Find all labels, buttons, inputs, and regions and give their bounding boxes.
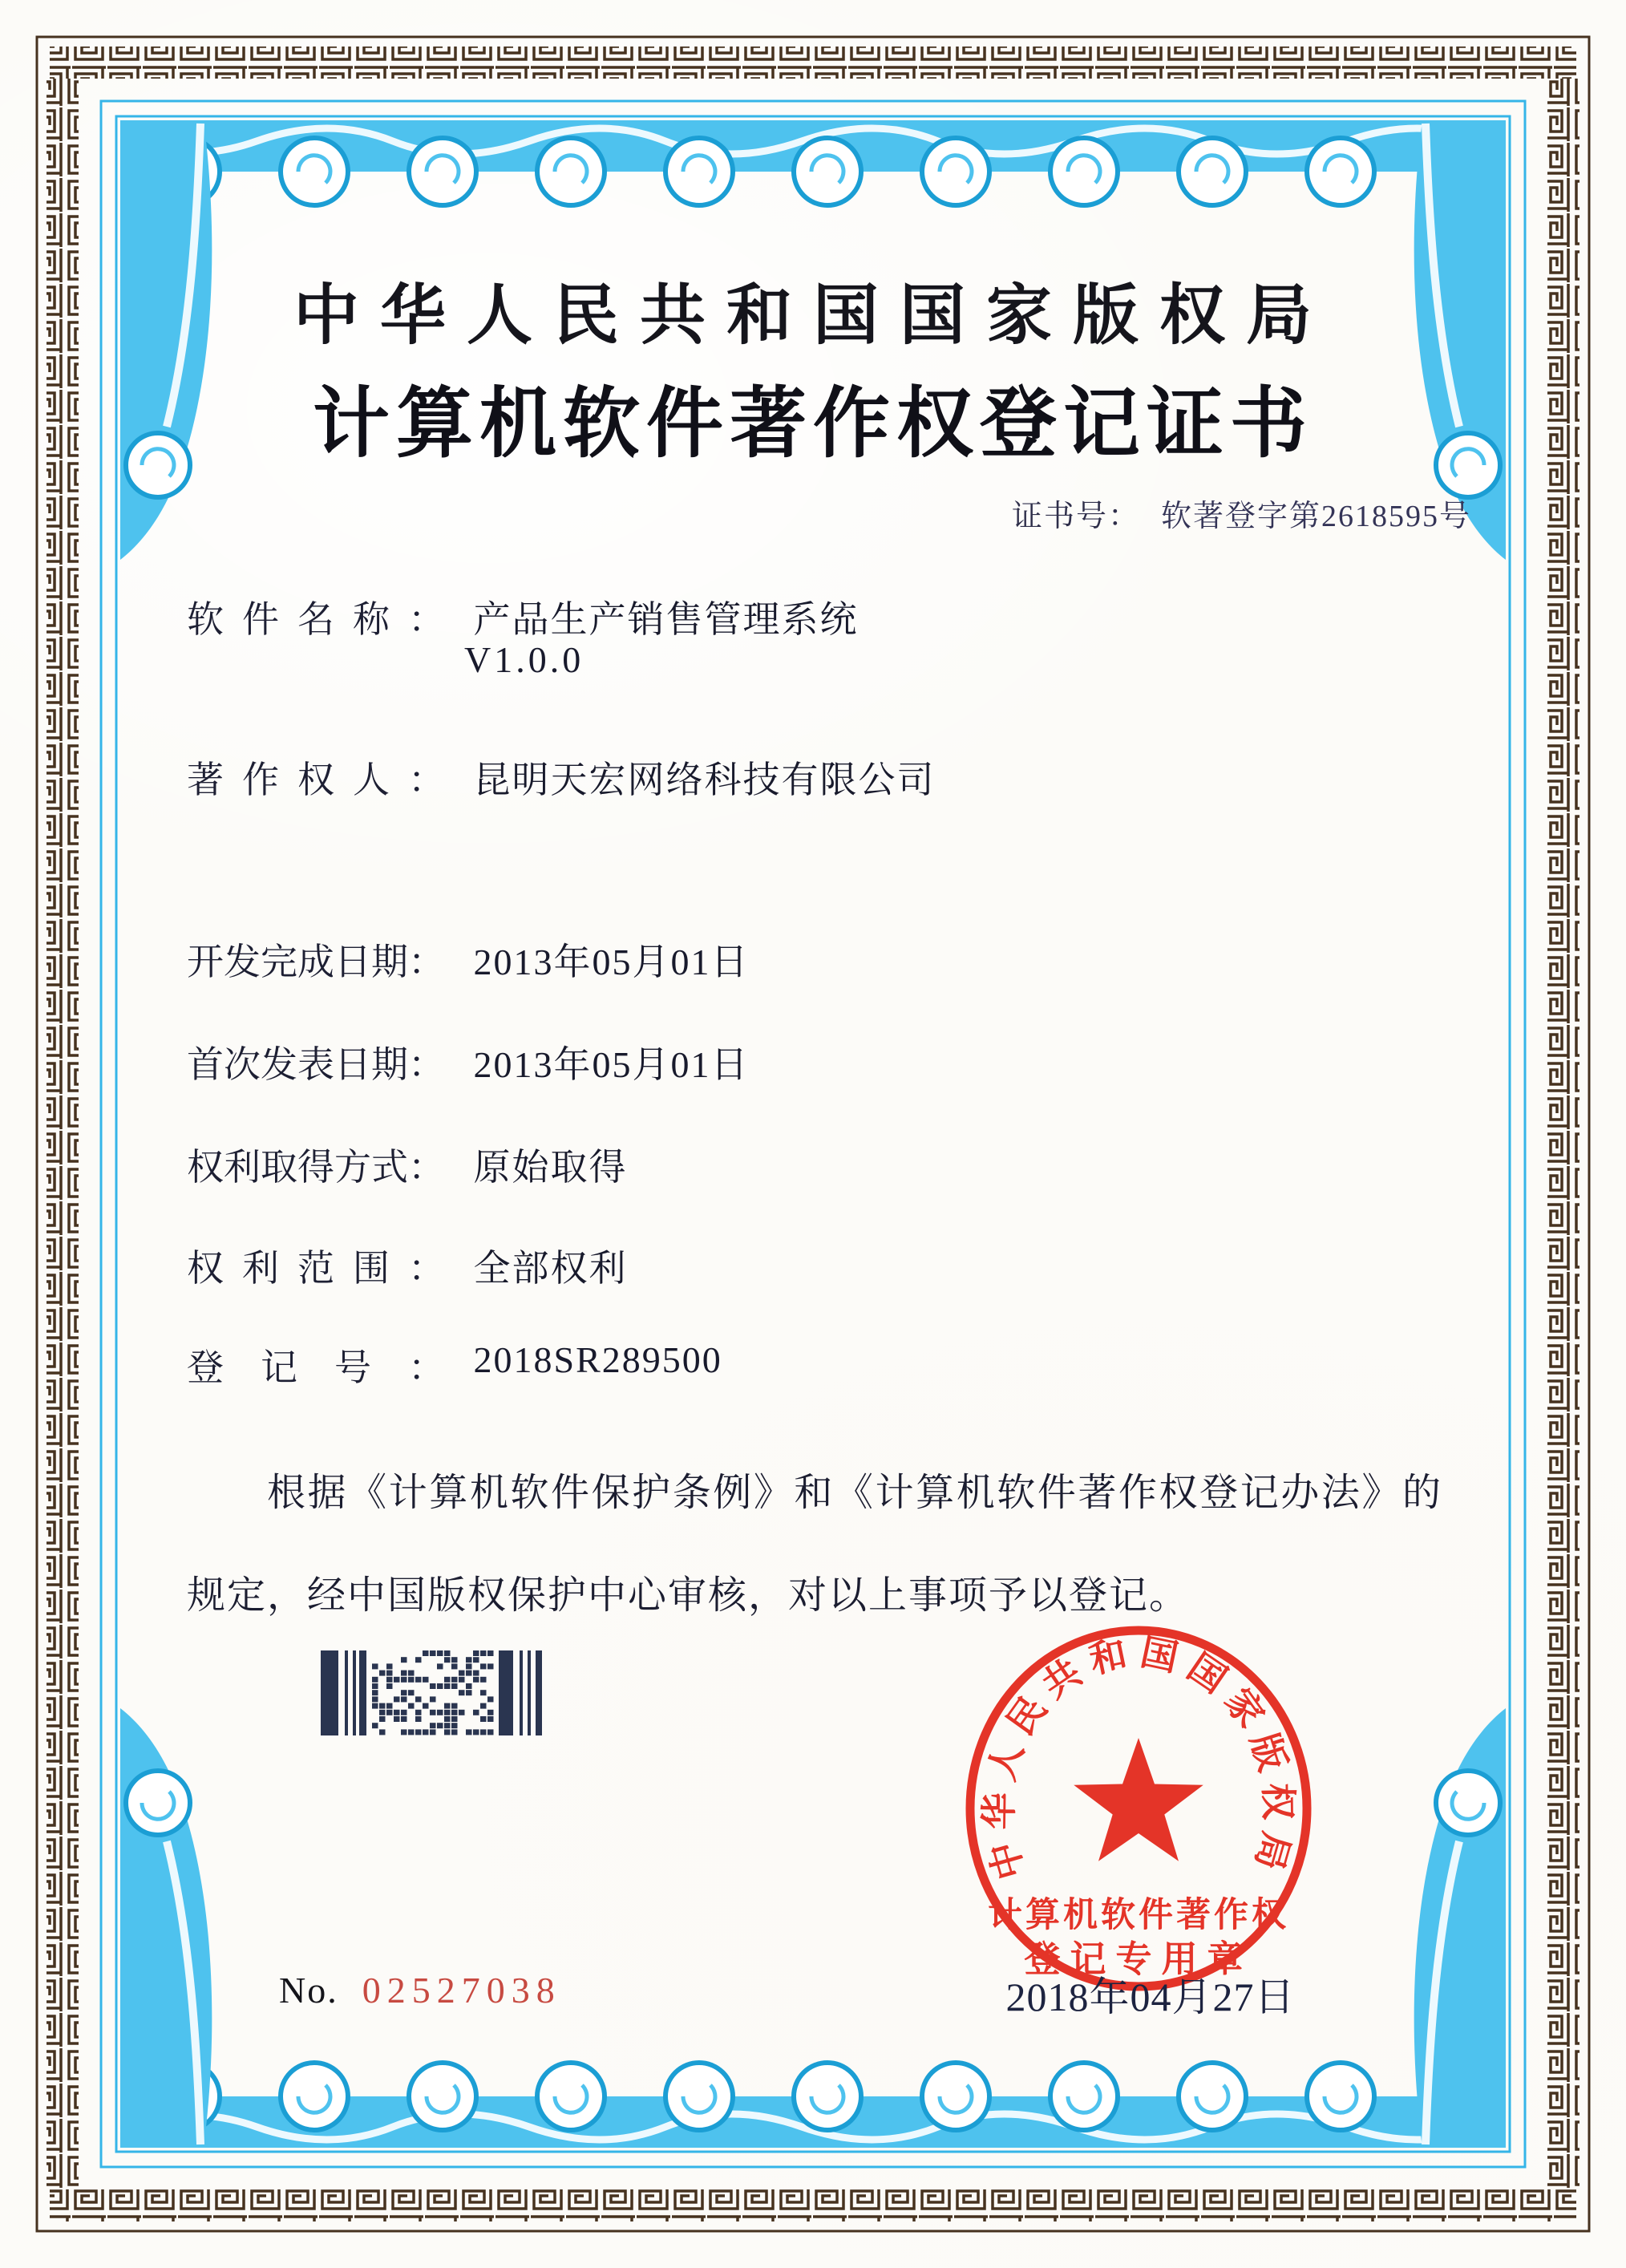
certificate-number-value: 软著登字第2618595号 — [1161, 500, 1472, 533]
corner-ornament-bottom-right — [1414, 1708, 1506, 2148]
ornament-band-top — [120, 120, 1506, 205]
official-seal — [970, 1630, 1307, 1987]
seal-star-icon — [1074, 1738, 1203, 1861]
seal-ring-text: 中华人民共和国国家版权局 — [978, 1631, 1299, 1884]
field-label: 首次发表日期： — [187, 1044, 445, 1085]
field-value: 2013年05月01日 — [473, 1044, 750, 1085]
authority-title: 中华人民共和国国家版权局 — [293, 279, 1333, 352]
issue-date: 2018年04月27日 — [1005, 1974, 1296, 2019]
field-row-software-name — [187, 590, 859, 638]
field-value: 产品生产销售管理系统 — [473, 599, 859, 640]
field-row-rights-scope — [187, 1239, 628, 1287]
certificate-number-line — [1012, 491, 1471, 535]
field-row-registration-number — [187, 1339, 722, 1387]
seal-line1: 计算机软件著作权 — [988, 1897, 1289, 1934]
field-label: 著作权人： — [187, 759, 445, 800]
field-label: 权利范围： — [187, 1248, 445, 1289]
corner-ornament-bottom-left — [120, 1708, 212, 2148]
statement-paragraph: 根据《计算机软件保护条例》和《计算机软件著作权登记办法》的规定，经中国版权保护中心审核，对以上事项予以登记。 — [187, 1472, 1442, 1617]
field-row-copyright-owner — [187, 751, 936, 799]
seal-line2: 登记专用章 — [1024, 1939, 1253, 1979]
field-value: 原始取得 — [473, 1147, 628, 1188]
field-row-rights-acquisition — [187, 1138, 628, 1186]
field-value: 2013年05月01日 — [473, 942, 750, 982]
field-label: 软件名称： — [187, 599, 445, 640]
field-label: 权利取得方式： — [187, 1147, 445, 1188]
field-label: 开发完成日期： — [187, 942, 445, 982]
serial-number: 02527038 — [362, 1970, 561, 2011]
software-version: V1.0.0 — [464, 639, 584, 680]
ornament-band-bottom — [120, 2063, 1506, 2148]
field-value: 全部权利 — [473, 1248, 628, 1289]
certificate-number-label: 证书号： — [1012, 500, 1141, 533]
serial-number-line — [279, 1969, 561, 2011]
field-row-dev-complete-date — [187, 933, 750, 981]
barcode — [321, 1650, 542, 1735]
certificate-title: 计算机软件著作权登记证书 — [313, 381, 1313, 467]
field-value: 昆明天宏网络科技有限公司 — [473, 759, 936, 800]
field-label: 登记号： — [187, 1347, 445, 1388]
field-row-first-publish-date — [187, 1035, 750, 1083]
serial-label: No. — [279, 1970, 338, 2011]
field-value: 2018SR289500 — [473, 1339, 722, 1380]
